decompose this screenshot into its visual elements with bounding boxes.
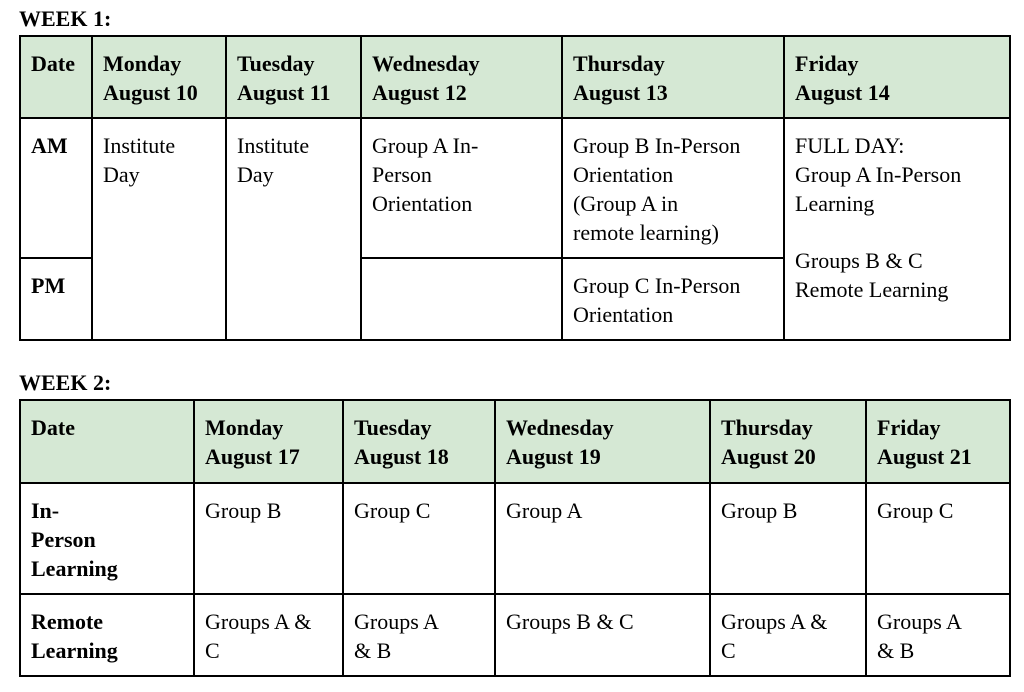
week1-header-date: Date	[20, 36, 92, 118]
week2-header-row	[20, 400, 1010, 483]
week2-schedule-table	[19, 399, 1011, 677]
week1-wednesday-pm-cell	[361, 258, 562, 340]
week1-title: WEEK 1:	[19, 6, 112, 31]
week2-inperson-monday: Group B	[194, 483, 343, 594]
week1-header-row	[20, 36, 1010, 118]
week2-remote-label: Remote Learning	[20, 594, 194, 676]
week2-inperson-tuesday: Group C	[343, 483, 495, 594]
week2-remote-monday: Groups A & C	[194, 594, 343, 676]
week1-am-label: AM	[20, 118, 92, 258]
week1-tuesday-cell: Institute Day	[226, 118, 361, 340]
week2-inperson-friday: Group C	[866, 483, 1010, 594]
week1-schedule-table	[19, 35, 1011, 341]
week2-header-friday: Friday August 21	[866, 400, 1010, 483]
week2-remote-row	[20, 594, 1010, 676]
week2-header-tuesday: Tuesday August 18	[343, 400, 495, 483]
week1-am-row	[20, 118, 1010, 258]
week2-inperson-wednesday: Group A	[495, 483, 710, 594]
week2-inperson-row	[20, 483, 1010, 594]
week1-header-tuesday: Tuesday August 11	[226, 36, 361, 118]
week2-remote-friday: Groups A & B	[866, 594, 1010, 676]
week1-pm-label: PM	[20, 258, 92, 340]
week2-header-thursday: Thursday August 20	[710, 400, 866, 483]
week1-friday-cell: FULL DAY: Group A In-Person Learning Groups B & C Remote Learning	[784, 118, 1010, 340]
week1-wednesday-am-cell: Group A In- Person Orientation	[361, 118, 562, 258]
week1-thursday-pm-cell: Group C In-Person Orientation	[562, 258, 784, 340]
week2-inperson-thursday: Group B	[710, 483, 866, 594]
week2-remote-wednesday: Groups B & C	[495, 594, 710, 676]
week2-header-date: Date	[20, 400, 194, 483]
week1-header-thursday: Thursday August 13	[562, 36, 784, 118]
week2-inperson-label: In- Person Learning	[20, 483, 194, 594]
week2-remote-thursday: Groups A & C	[710, 594, 866, 676]
week2-title: WEEK 2:	[19, 370, 112, 395]
week1-monday-cell: Institute Day	[92, 118, 226, 340]
week2-remote-tuesday: Groups A & B	[343, 594, 495, 676]
week1-header-monday: Monday August 10	[92, 36, 226, 118]
week1-header-friday: Friday August 14	[784, 36, 1010, 118]
week1-thursday-am-cell: Group B In-Person Orientation (Group A in remote learning)	[562, 118, 784, 258]
week2-header-wednesday: Wednesday August 19	[495, 400, 710, 483]
week2-header-monday: Monday August 17	[194, 400, 343, 483]
week1-header-wednesday: Wednesday August 12	[361, 36, 562, 118]
